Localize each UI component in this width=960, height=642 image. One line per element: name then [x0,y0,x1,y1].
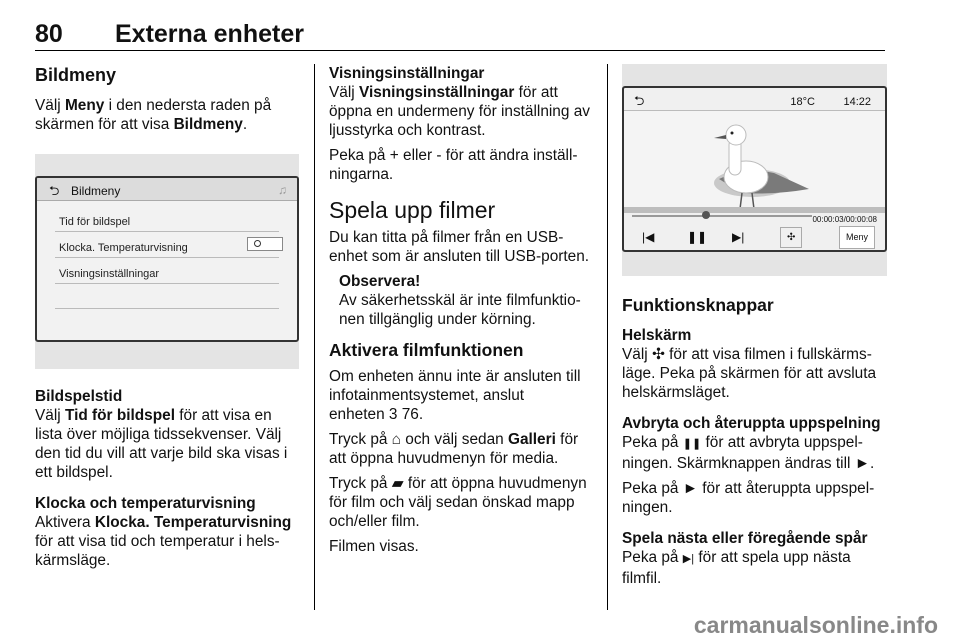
section-title: Bildmeny [35,65,117,85]
paragraph: Tryck på ⌂ och välj sedan Galleri för att öppna huvudmenyn för media. [329,431,579,467]
temperature: 18°C [790,96,815,108]
progress-bar [632,214,877,224]
film-icon: ▰ [391,475,404,492]
column-right [622,64,887,588]
paragraph: Peka på ► för att återuppta uppspel-ningen. [622,480,875,516]
fullscreen-icon: ✣ [651,346,665,363]
menu-item: Klocka. Temperaturvisning [59,242,188,254]
play-icon: ► [854,455,870,472]
section-title: Funktionsknappar [622,295,774,315]
previous-icon: |◀ [642,230,655,244]
subsection-heading: Visningsinställningar [329,65,485,82]
player-controls [624,226,885,246]
screen-image-bildmeny [35,154,299,369]
paragraph: Välj Meny i den nedersta raden på skärmen för att visa Bildmeny. [35,97,272,133]
column-left [35,64,299,570]
back-icon: ⮌ [49,183,60,198]
section-title: Spela upp filmer [329,197,496,223]
pause-icon: ❚❚ [687,230,708,244]
music-icon: ♫ [278,183,287,197]
video-top-bar [624,88,885,111]
fullscreen-icon: ✣ [780,227,802,248]
clock: 14:22 [843,96,871,108]
note-box [339,272,593,329]
timecode: 00:00:03/00:00:08 [812,215,877,224]
home-icon: ⌂ [391,431,402,448]
watermark: carmanualsonline.info [693,612,938,638]
column-divider [314,64,315,610]
paragraph: Om enheten ännu inte är ansluten till infotainmentsystemet, anslut [329,368,581,404]
toggle-icon [247,237,283,251]
subsection-heading: Helskärm [622,327,692,344]
pause-icon: ❚❚ [682,438,702,450]
page-number: 80 [35,20,63,48]
paragraph: Peka på + eller - för att ändra inställ-ningarna. [329,147,578,183]
page-header [35,20,885,51]
menu-item: Visningsinställningar [59,268,160,280]
note-title: Observera! [339,273,421,290]
paragraph: Välj ✣ för att visa filmen i fullskärms-läge. Peka på skärmen för att avsluta helskärmsläget. [622,346,877,401]
paragraph: Tryck på ▰ för att öppna huvudmenyn för film och välj sedan önskad mapp och/eller film. [329,475,587,530]
next-icon: ▶| [682,553,695,565]
paragraph: Peka på ❚❚ för att avbryta uppspel-ningen. Skärmknappen ändras till ►. [622,434,875,472]
subsection-heading: Aktivera filmfunktionen [329,340,524,360]
note-text: Av säkerhetsskäl är inte filmfunktio-nen tillgänglig under körning. [339,292,581,328]
chapter-title: Externa enheter [115,20,304,48]
menu-item: Tid för bildspel [59,216,131,228]
next-icon: ▶| [732,230,745,244]
menu-header [37,178,297,201]
subsection-heading: Klocka och temperaturvisning [35,495,256,512]
column-divider [607,64,608,610]
column-middle [329,64,593,556]
play-icon: ► [682,480,698,497]
subsection-heading: Bildspelstid [35,388,123,405]
paragraph: Välj Visningsinställningar för att öppna en undermeny för inställning av ljusstyrka och kontrast. [329,84,590,139]
paragraph: enheten 3 76. [329,406,424,423]
paragraph: Aktivera Klocka. Temperaturvisning för att visa tid och temperatur i hels-kärmsläge. [35,514,292,569]
back-icon: ⮌ [634,93,645,108]
subsection-heading: Avbryta och återuppta uppspelning [622,415,881,432]
menu-title: Bildmeny [71,184,121,198]
paragraph: Välj Tid för bildspel för att visa en lista över möjliga tidssekvenser. Välj den tid du vill att varje bild ska visas i ett bildspel. [35,407,288,481]
paragraph: Du kan titta på filmer från en USB-enhet som är ansluten till USB-porten. [329,229,590,265]
paragraph: Peka på ▶| för att spela upp nästa filmfil. [622,549,851,587]
menu-button: Meny [839,226,875,249]
seagull-image [624,111,885,213]
subsection-heading: Spela nästa eller föregående spår [622,530,868,547]
paragraph: Filmen visas. [329,538,419,555]
screen-image-video [622,64,887,276]
progress-handle [702,211,710,219]
